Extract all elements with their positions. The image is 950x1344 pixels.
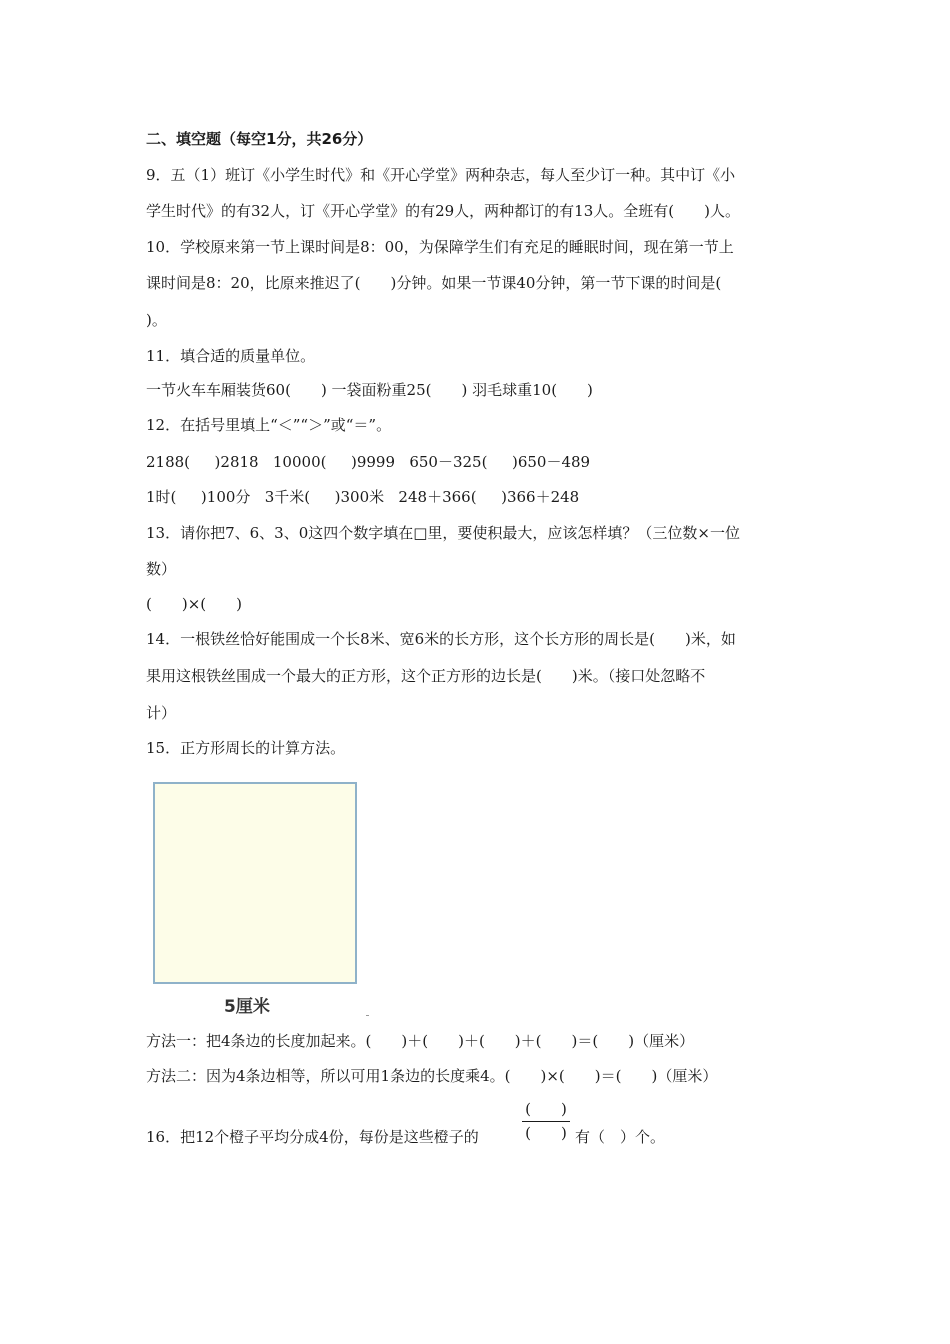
- question-10-line-2: 课时间是8：20，比原来推迟了( )分钟。如果一节课40分钟，第一节下课的时间是(: [146, 274, 722, 292]
- square-shape: [153, 782, 357, 984]
- question-10-line-1: 10．学校原来第一节上课时间是8：00，为保障学生们有充足的睡眠时间，现在第一节上: [146, 238, 734, 256]
- square-side-label: 5厘米: [224, 997, 270, 1017]
- question-16-tail: 有（ ）个。: [575, 1128, 666, 1146]
- question-16-fraction: [520, 1098, 572, 1144]
- question-12-line-3: 1时( )100分 3千米( )300米 248＋366( )366＋248: [146, 488, 580, 506]
- square-figure: [150, 780, 362, 1020]
- question-15-method-2: 方法二：因为4条边相等，所以可用1条边的长度乘4。( )×( )＝( )（厘米）: [146, 1067, 718, 1085]
- question-14-line-3: 计）: [146, 704, 177, 722]
- question-13-line-2: 数）: [146, 560, 177, 578]
- figure-mark: [366, 1015, 369, 1016]
- question-13-line-3: ( )×( ): [146, 595, 242, 613]
- question-16-text: 16．把12个橙子平均分成4份，每份是这些橙子的: [146, 1128, 479, 1146]
- question-9-line-2: 学生时代》的有32人，订《开心学堂》的有29人，两种都订的有13人。全班有( )人。: [146, 202, 740, 220]
- fraction-denominator: ( ): [525, 1124, 567, 1142]
- question-13-line-1: 13．请你把7、6、3、0这四个数字填在□里，要使积最大，应该怎样填？（三位数×一位: [146, 524, 741, 542]
- question-12-line-1: 12．在括号里填上“＜”“＞”或“＝”。: [146, 416, 392, 434]
- fraction-numerator: ( ): [525, 1100, 567, 1118]
- question-15-line-1: 15．正方形周长的计算方法。: [146, 739, 346, 757]
- section-title: 二、填空题（每空1分，共26分）: [146, 130, 373, 148]
- question-11-line-1: 11．填合适的质量单位。: [146, 347, 316, 365]
- question-11-line-2: 一节火车车厢装货60( ) 一袋面粉重25( ) 羽毛球重10( ): [146, 381, 593, 399]
- question-10-line-3: )。: [146, 311, 167, 329]
- question-9-line-1: 9．五（1）班订《小学生时代》和《开心学堂》两种杂志，每人至少订一种。其中订《小: [146, 166, 736, 184]
- question-14-line-2: 果用这根铁丝围成一个最大的正方形，这个正方形的边长是( )米。（接口处忽略不: [146, 667, 706, 685]
- question-12-line-2: 2188( )2818 10000( )9999 650－325( )650－489: [146, 453, 591, 471]
- question-14-line-1: 14．一根铁丝恰好能围成一个长8米、宽6米的长方形，这个长方形的周长是( )米，如: [146, 630, 736, 648]
- question-15-method-1: 方法一：把4条边的长度加起来。( )＋( )＋( )＋( )＝( )（厘米）: [146, 1032, 695, 1050]
